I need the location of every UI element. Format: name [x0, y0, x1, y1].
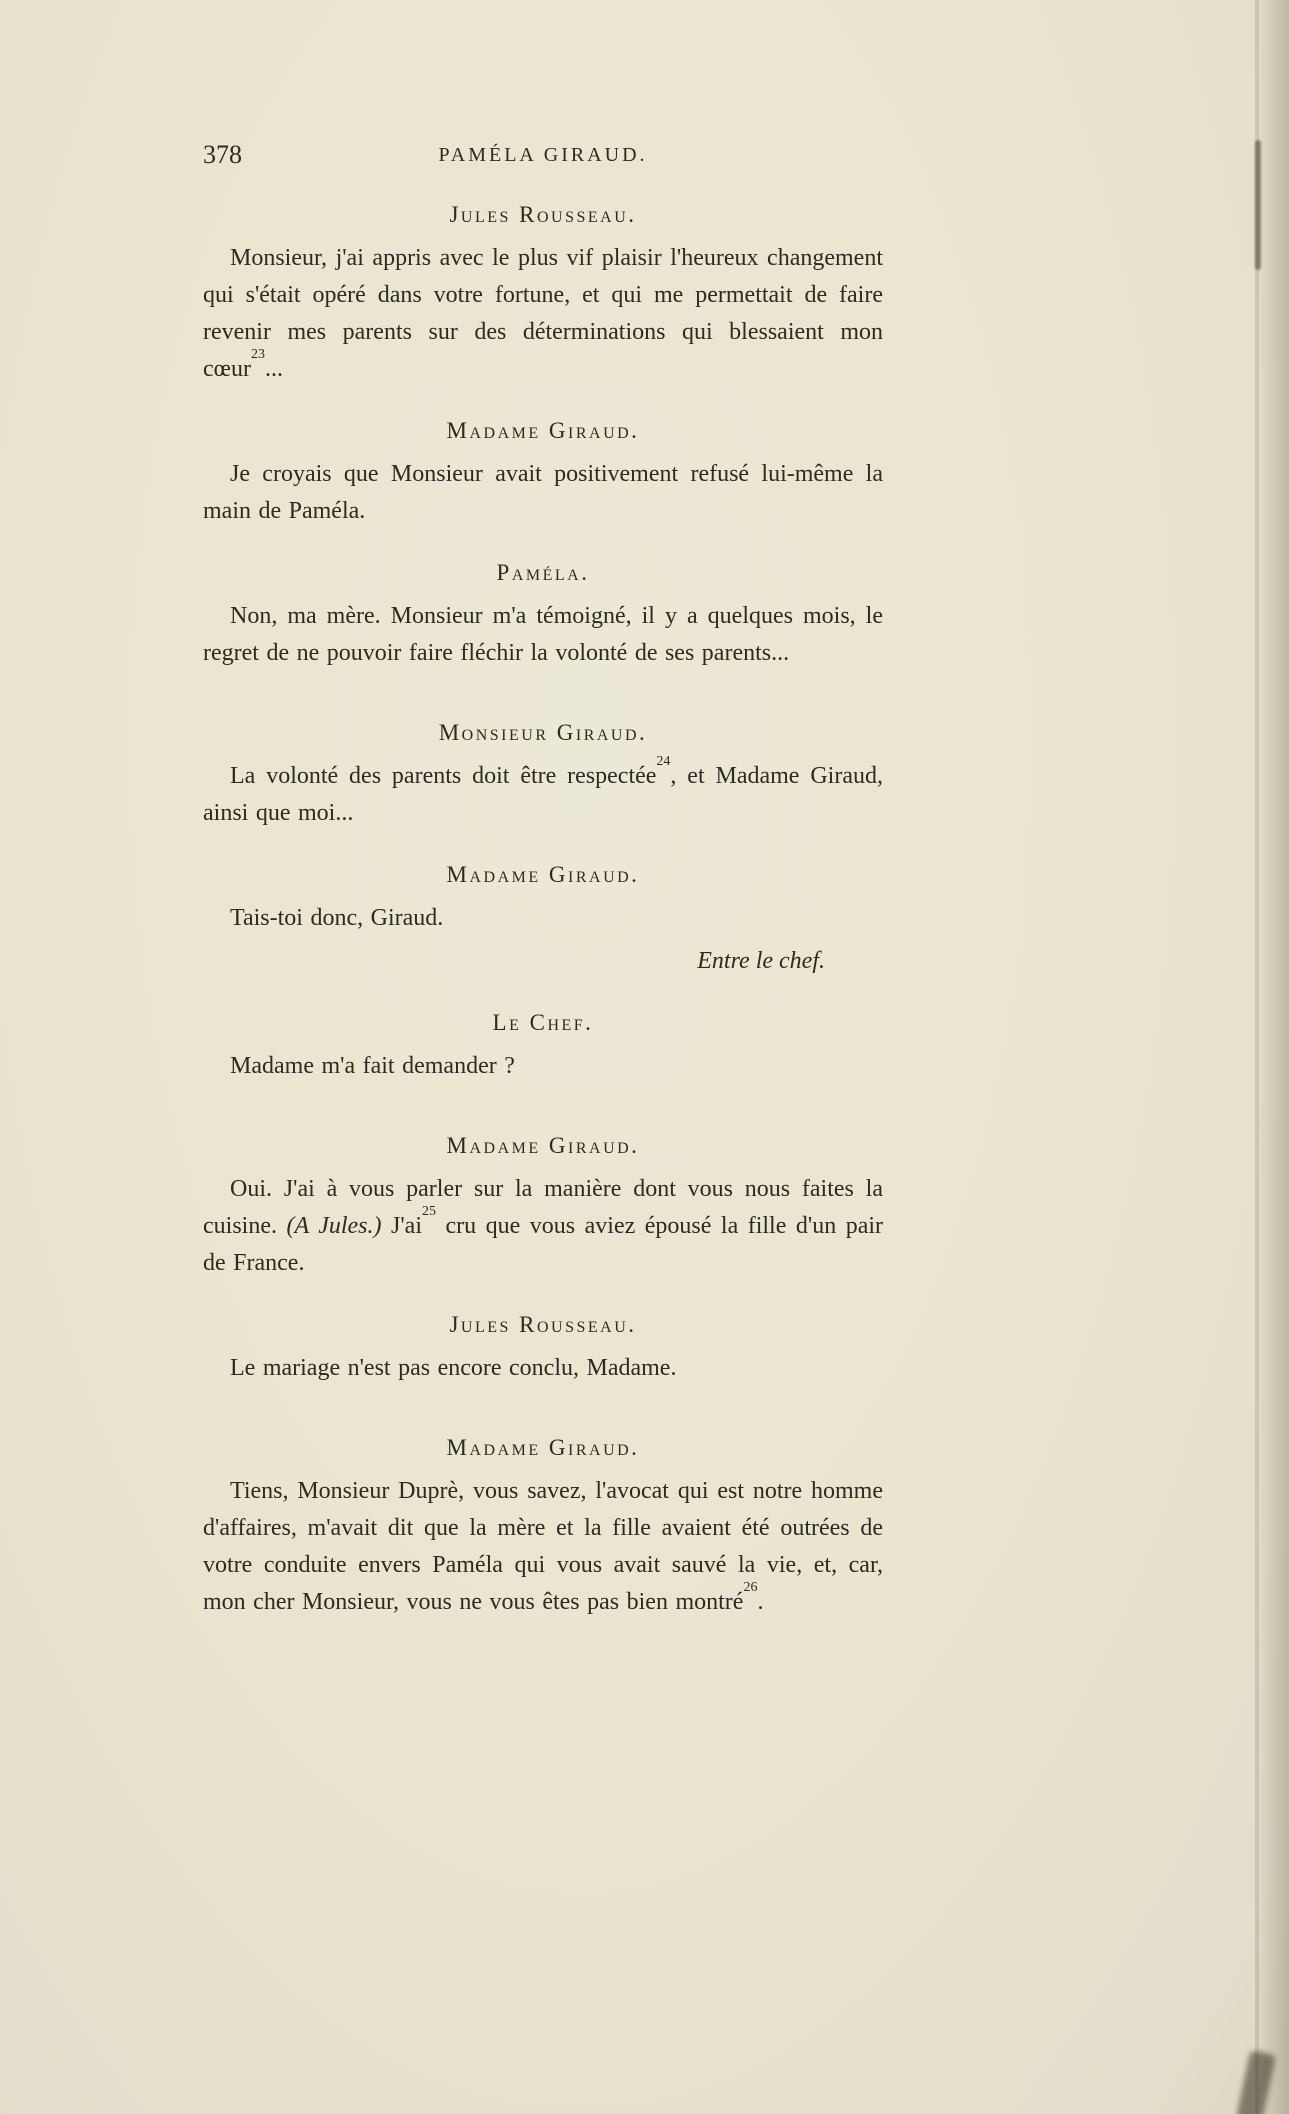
- footnote-ref-24: 24: [656, 754, 671, 769]
- speech-text: .: [757, 1589, 764, 1615]
- speaker-madame-giraud: Madame Giraud.: [446, 1133, 640, 1158]
- running-title: PAMÉLA GIRAUD.: [438, 144, 648, 166]
- speech-text: Monsieur, j'ai appris avec le plus vif plaisir l'heureux changement qui s'était opéré dans votre fortune, et qui me permettait de faire revenir mes parents sur des déterminations qui blessaient mon cœur: [203, 245, 883, 382]
- speech-madame-giraud-3: [203, 1171, 883, 1282]
- stage-note-inline: (A Jules.): [286, 1213, 382, 1239]
- speech-text: La volonté des parents doit être respectée: [230, 763, 657, 789]
- speech-pamela: Non, ma mère. Monsieur m'a témoigné, il y a quelques mois, le regret de ne pouvoir faire fléchir la volonté de ses parents...: [203, 603, 883, 666]
- page-number: 378: [203, 140, 242, 169]
- speaker-madame-giraud: Madame Giraud.: [446, 862, 640, 887]
- speech-madame-giraud-1: Je croyais que Monsieur avait positivement refusé lui-même la main de Paméla.: [203, 461, 883, 524]
- speech-monsieur-giraud: [203, 754, 883, 832]
- speech-madame-giraud-4: [203, 1473, 883, 1621]
- page-edge-shadow: [1255, 0, 1289, 2114]
- speech-text: J'ai: [381, 1213, 422, 1239]
- stage-direction: Entre le chef.: [697, 948, 825, 974]
- speech-le-chef: Madame m'a fait demander ?: [230, 1053, 515, 1079]
- footnote-ref-26: 26: [743, 1580, 758, 1595]
- scan-artifact-line: [1255, 0, 1259, 2114]
- speaker-monsieur-giraud: Monsieur Giraud.: [438, 720, 648, 745]
- footnote-ref-25: 25: [422, 1204, 436, 1219]
- speech-text: , et Madame Giraud, ainsi que moi...: [203, 763, 883, 826]
- page-header: [203, 138, 883, 172]
- scan-artifact-top: [1255, 140, 1261, 270]
- speech-text: Oui. J'ai à vous parler sur la manière dont vous nous faites la cuisine.: [203, 1176, 883, 1239]
- speaker-pamela: Paméla.: [496, 560, 590, 585]
- speaker-jules-rousseau: Jules Rousseau.: [449, 202, 637, 227]
- footnote-ref-23: 23: [250, 347, 265, 362]
- page-content: [203, 138, 883, 1621]
- speech-madame-giraud-2: Tais-toi donc, Giraud.: [230, 905, 444, 931]
- speaker-le-chef: Le Chef.: [492, 1010, 594, 1035]
- speech-jules-1: [203, 240, 883, 388]
- speech-text: cru que vous aviez épousé la fille d'un pair de France.: [203, 1213, 884, 1276]
- speech-jules-2: Le mariage n'est pas encore conclu, Madame.: [230, 1355, 677, 1381]
- speaker-madame-giraud: Madame Giraud.: [446, 1435, 640, 1460]
- speech-text: ...: [264, 356, 283, 382]
- speech-text: Tiens, Monsieur Duprè, vous savez, l'avocat qui est notre homme d'affaires, m'avait dit que la mère et la fille avaient été outrées de votre conduite envers Paméla qui vous avait sauvé la vie, et, car, mon cher Monsieur, vous ne vous êtes pas bien montré: [203, 1478, 883, 1615]
- speaker-jules-rousseau: Jules Rousseau.: [449, 1312, 637, 1337]
- speaker-madame-giraud: Madame Giraud.: [446, 418, 640, 443]
